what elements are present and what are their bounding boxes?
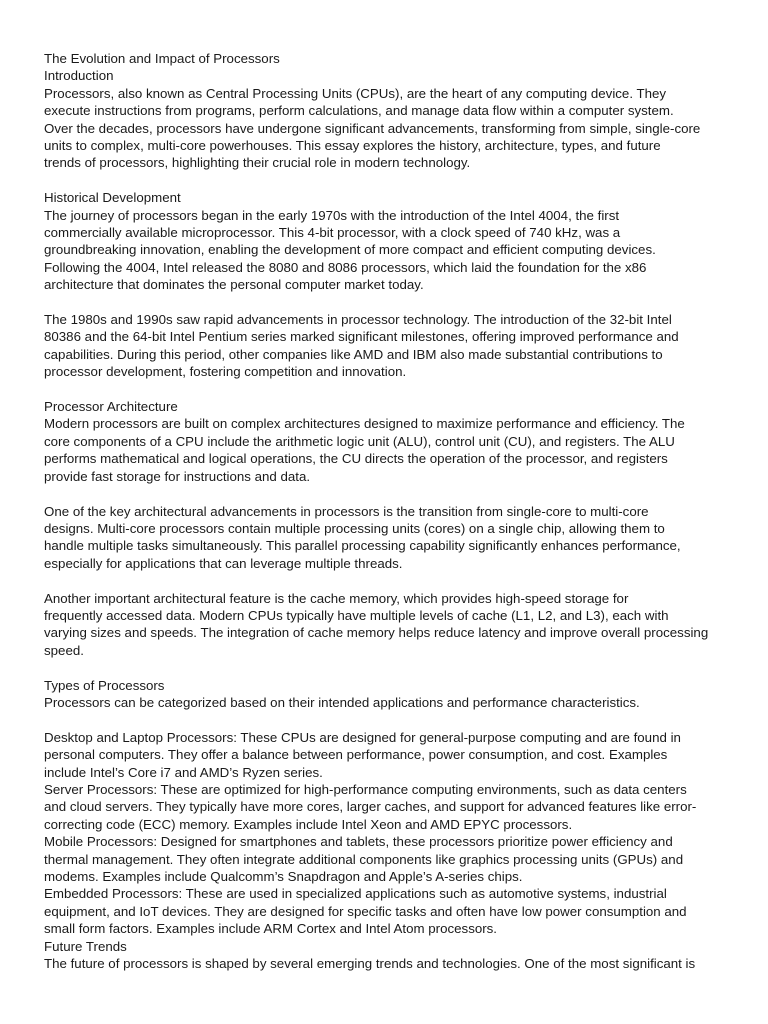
text-line: provide fast storage for instructions and data. [44,468,311,484]
history-paragraph-1 [44,207,728,294]
text-line: The 1980s and 1990s saw rapid advancements in processor technology. The introduction of the 32-bit Intel [44,312,672,328]
paragraph-gap [44,711,728,728]
list-item-line: modems. Examples include Qualcomm’s Snapdragon and Apple’s A-series chips. [44,868,523,884]
text-line: frequently accessed data. Modern CPUs typically have multiple levels of cache (L1, L2, and L3), each with [44,607,669,623]
text-line: Modern processors are built on complex architectures designed to maximize performance and efficiency. The [44,416,685,432]
section-heading-types: Types of Processors [44,677,165,693]
text-line: especially for applications that can leverage multiple threads. [44,555,403,571]
text-line: Processors, also known as Central Processing Units (CPUs), are the heart of any computing device. They [44,85,667,101]
text-line: speed. [44,642,84,658]
text-line: architecture that dominates the personal computer market today. [44,277,424,293]
text-line: execute instructions from programs, perform calculations, and manage data flow within a computer system. [44,103,674,119]
list-item-line: equipment, and IoT devices. They are designed for specific tasks and often have low power consumption and [44,903,687,919]
section-heading-future: Future Trends [44,938,127,954]
text-line: capabilities. During this period, other companies like AMD and IBM also made substantial contributions to [44,346,663,362]
paragraph-gap [44,381,728,398]
types-list [44,729,728,938]
list-item-line: Server Processors: These are optimized for high-performance computing environments, such as data centers [44,781,687,797]
text-line: One of the key architectural advancements in processors is the transition from single-core to multi-core [44,503,649,519]
text-line: core components of a CPU include the arithmetic logic unit (ALU), control unit (CU), and registers. The ALU [44,433,675,449]
architecture-paragraph-3 [44,590,728,660]
list-item-line: Desktop and Laptop Processors: These CPUs are designed for general-purpose computing and are found in [44,729,681,745]
paragraph-gap [44,485,728,502]
types-intro: Processors can be categorized based on their intended applications and performance characteristics. [44,694,640,710]
text-line: varying sizes and speeds. The integration of cache memory helps reduce latency and improve overall processing [44,625,709,641]
text-line: trends of processors, highlighting their crucial role in modern technology. [44,155,471,171]
architecture-paragraph-2 [44,503,728,573]
text-line: Following the 4004, Intel released the 8080 and 8086 processors, which laid the foundation for the x86 [44,259,647,275]
text-line: units to complex, multi-core powerhouses. This essay explores the history, architecture, types, and future [44,138,661,154]
list-item-line: correcting code (ECC) memory. Examples include Intel Xeon and AMD EPYC processors. [44,816,573,832]
paragraph-gap [44,659,728,676]
list-item-line: include Intel’s Core i7 and AMD’s Ryzen series. [44,764,323,780]
text-line: Another important architectural feature is the cache memory, which provides high-speed storage for [44,590,629,606]
list-item-line: Embedded Processors: These are used in specialized applications such as automotive systems, industrial [44,886,667,902]
section-heading-architecture: Processor Architecture [44,399,178,415]
list-item-line: and cloud servers. They typically have more cores, larger caches, and support for advanced features like error- [44,799,697,815]
text-line: performs mathematical and logical operations, the CU directs the operation of the processor, and registers [44,451,668,467]
text-line: The journey of processors began in the early 1970s with the introduction of the Intel 4004, the first [44,207,620,223]
history-paragraph-2 [44,311,728,381]
text-line: processor development, fostering competition and innovation. [44,364,407,380]
text-line: The future of processors is shaped by several emerging trends and technologies. One of the most significant is [44,956,696,972]
document-title: The Evolution and Impact of Processors [44,51,280,66]
introduction-paragraph [44,85,728,172]
text-line: commercially available microprocessor. This 4-bit processor, with a clock speed of 740 kHz, was a [44,225,621,241]
list-item-line: small form factors. Examples include ARM Cortex and Intel Atom processors. [44,921,498,937]
paragraph-gap [44,572,728,589]
list-item-line: Mobile Processors: Designed for smartphones and tablets, these processors prioritize power efficiency and [44,834,673,850]
architecture-paragraph-1 [44,415,728,485]
future-paragraph [44,955,728,972]
section-heading-introduction: Introduction [44,68,114,84]
section-heading-history: Historical Development [44,190,181,206]
paragraph-gap [44,172,728,189]
text-line: Over the decades, processors have undergone significant advancements, transforming from simple, single-core [44,120,701,136]
list-item-line: personal computers. They offer a balance between performance, power consumption, and cost. Examples [44,747,668,763]
text-line: handle multiple tasks simultaneously. This parallel processing capability significantly enhances performance, [44,538,681,554]
text-line: 80386 and the 64-bit Intel Pentium series marked significant milestones, offering improved performance and [44,329,679,345]
text-line: groundbreaking innovation, enabling the development of more compact and efficient computing devices. [44,242,656,258]
paragraph-gap [44,294,728,311]
text-line: designs. Multi-core processors contain multiple processing units (cores) on a single chip, allowing them to [44,520,665,536]
list-item-line: thermal management. They often integrate additional components like graphics processing units (GPUs) and [44,851,684,867]
